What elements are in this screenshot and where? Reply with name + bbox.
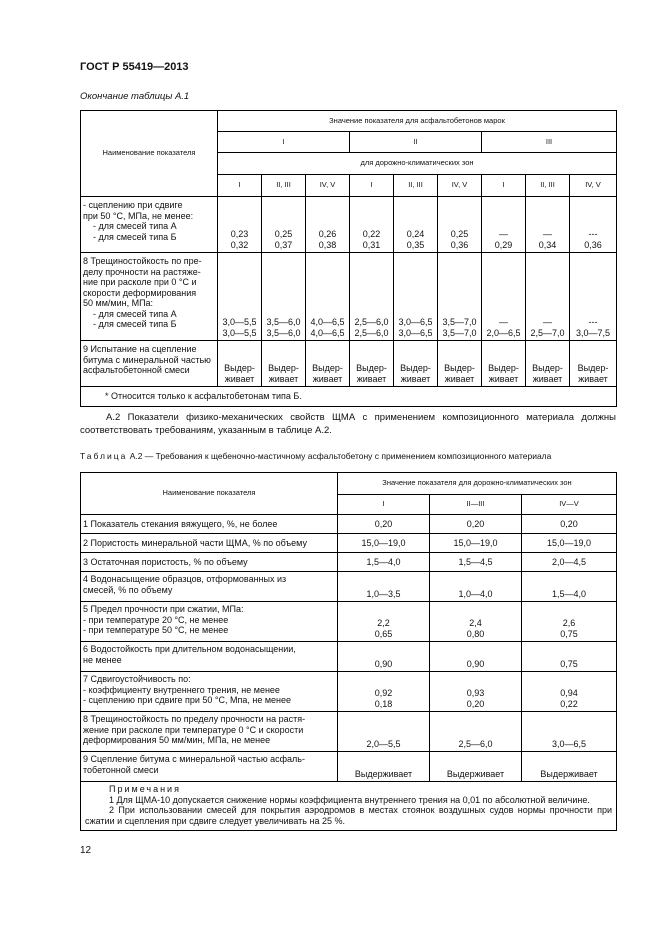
a1-value: 3,0—5,5 bbox=[222, 327, 257, 338]
a2-zone-header: II—III bbox=[430, 495, 522, 515]
a2-row-name bbox=[81, 672, 338, 712]
a1-value: — bbox=[499, 229, 508, 239]
a2-value: 0,90 bbox=[374, 658, 393, 669]
a2-value: Выдерживает bbox=[540, 768, 598, 779]
a1-value-cell bbox=[350, 197, 394, 253]
a1-value: --- bbox=[588, 317, 598, 327]
table-row bbox=[81, 712, 617, 752]
a1-value: 0,36 bbox=[584, 239, 602, 250]
a1-value: живает bbox=[578, 373, 608, 384]
a2-value: 2,2 bbox=[377, 618, 390, 628]
a2-value: 15,0—19,0 bbox=[453, 537, 498, 548]
a2-value: 0,18 bbox=[374, 698, 393, 709]
a2-value: 3,0—6,5 bbox=[551, 738, 587, 749]
table-row bbox=[81, 642, 617, 672]
a2-value-cell bbox=[338, 553, 430, 572]
a2-value: 0,20 bbox=[374, 518, 393, 529]
a1-value: Выдер- bbox=[488, 363, 519, 373]
a1-value: 2,5—6,0 bbox=[354, 317, 389, 327]
a1-row-name-line: 9 Испытание на сцепление bbox=[83, 344, 197, 354]
a2-row-name bbox=[81, 515, 338, 534]
a2-value: Выдерживает bbox=[354, 768, 413, 779]
a1-value-cell bbox=[526, 341, 570, 387]
a1-value: 0,31 bbox=[362, 239, 381, 250]
a1-value: 0,38 bbox=[318, 239, 337, 250]
a1-grade-header: II bbox=[350, 132, 482, 153]
a1-value: живает bbox=[488, 373, 519, 384]
a1-value-cell bbox=[350, 253, 394, 341]
a1-footnote: * Относится только к асфальтобетонам типа Б. bbox=[81, 387, 617, 407]
a1-value-cell bbox=[570, 253, 617, 341]
a1-value-cell bbox=[438, 341, 482, 387]
a2-value: 1,5—4,0 bbox=[551, 588, 587, 599]
a1-value: живает bbox=[312, 373, 343, 384]
a1-value-cell bbox=[306, 197, 350, 253]
a1-value: — bbox=[543, 229, 552, 239]
a1-value: 0,34 bbox=[538, 239, 557, 250]
a2-value: 1,5—4,5 bbox=[458, 556, 493, 567]
a1-value: 3,5—6,0 bbox=[266, 327, 301, 338]
table-row bbox=[81, 672, 617, 712]
a1-value: Выдер- bbox=[577, 363, 609, 373]
a1-row-name-line: - сцеплению при сдвиге bbox=[83, 200, 183, 210]
a2-value: 0,93 bbox=[466, 688, 485, 698]
a2-row-name-line: 4 Водонасыщение образцов, отформованных из bbox=[83, 574, 287, 584]
a2-value-cell bbox=[522, 572, 617, 602]
a1-value: — bbox=[499, 317, 508, 327]
note-1: 1 Для ЩМА-10 допускается снижение нормы коэффициента внутреннего трения на 0,01 по абсолютной величине. bbox=[109, 794, 590, 805]
a2-value-cell bbox=[338, 602, 430, 642]
a2-value: 0,20 bbox=[466, 518, 485, 529]
a1-value: живает bbox=[224, 373, 255, 384]
a2-value-cell bbox=[522, 553, 617, 572]
a1-value: 4,0—6,5 bbox=[310, 317, 345, 327]
a2-value: 0,20 bbox=[466, 698, 485, 709]
a2-value: 2,0—5,5 bbox=[366, 738, 401, 749]
a2-row-name-line: 3 Остаточная пористость, % по объему bbox=[83, 556, 248, 567]
a1-value-cell bbox=[394, 253, 438, 341]
a2-value-cell bbox=[338, 672, 430, 712]
a1-row-name-line: скорости деформирования bbox=[83, 287, 197, 298]
a2-name-header: Наименование показателя bbox=[81, 473, 338, 515]
a1-row-name-line: - для смесей типа А bbox=[93, 308, 177, 319]
a1-value-cell bbox=[570, 197, 617, 253]
a1-value-cell bbox=[438, 197, 482, 253]
a2-row-name bbox=[81, 712, 338, 752]
table-row bbox=[81, 553, 617, 572]
a1-value: 0,36 bbox=[450, 239, 469, 250]
a1-value: — bbox=[543, 317, 552, 327]
a2-row-name bbox=[81, 642, 338, 672]
a2-value-cell bbox=[522, 672, 617, 712]
table-a2 bbox=[80, 472, 617, 831]
a2-value-cell bbox=[430, 553, 522, 572]
a2-value: 2,0—4,5 bbox=[551, 556, 587, 567]
a1-value: 0,24 bbox=[406, 229, 425, 239]
a1-row-name-line: 8 Трещиностойкость по пре- bbox=[83, 256, 202, 266]
a2-row-name-line: жение при расколе при температуре 0 °С и скорости bbox=[83, 724, 304, 735]
a1-value: 2,0—6,5 bbox=[486, 327, 521, 338]
a2-value: 2,4 bbox=[469, 618, 482, 628]
a1-value: живает bbox=[356, 373, 387, 384]
a1-grade-header: III bbox=[482, 132, 617, 153]
a2-value: 0,22 bbox=[560, 698, 578, 709]
a2-value-cell bbox=[430, 515, 522, 534]
a2-value: 2,6 bbox=[562, 618, 576, 628]
a1-value: 0,22 bbox=[362, 229, 381, 239]
a2-value: 0,94 bbox=[560, 688, 578, 698]
table-row bbox=[81, 534, 617, 553]
a1-row-name bbox=[81, 253, 218, 341]
a1-value: 0,29 bbox=[494, 239, 513, 250]
a2-value-cell bbox=[338, 534, 430, 553]
a2-value: 0,75 bbox=[560, 658, 578, 669]
a1-value-cell bbox=[306, 253, 350, 341]
a2-value: 0,80 bbox=[466, 628, 485, 639]
a1-value: 3,0—5,5 bbox=[222, 317, 257, 327]
a2-values-header: Значение показателя для дорожно-климатических зон bbox=[338, 473, 617, 495]
a2-row-name bbox=[81, 553, 338, 572]
page-number: 12 bbox=[80, 845, 92, 856]
a1-value: живает bbox=[444, 373, 475, 384]
table-a2-title bbox=[80, 451, 620, 461]
a1-value-cell bbox=[526, 197, 570, 253]
a1-value: 2,5—7,0 bbox=[530, 327, 565, 338]
a1-value: 4,0—6,5 bbox=[310, 327, 345, 338]
a1-row-name-line: при 50 °С, МПа, не менее: bbox=[83, 210, 194, 221]
a1-value: 3,0—7,5 bbox=[575, 327, 611, 338]
a2-value-cell bbox=[430, 642, 522, 672]
a1-row-name-line: ние при расколе при 0 °С и bbox=[83, 277, 197, 287]
a1-zone-header: I bbox=[350, 175, 394, 197]
a2-row-name-line: 9 Сцепление битума с минеральной частью асфаль- bbox=[83, 754, 305, 764]
a2-row-name-line: смесей, % по объему bbox=[83, 584, 173, 595]
a1-value: живает bbox=[400, 373, 431, 384]
a2-value: 2,5—6,0 bbox=[458, 738, 493, 749]
a1-zone-header: I bbox=[218, 175, 262, 197]
a1-zone-header: II, III bbox=[394, 175, 438, 197]
a2-value-cell bbox=[522, 534, 617, 553]
a1-value: --- bbox=[588, 229, 598, 239]
a2-value: 0,75 bbox=[560, 628, 578, 639]
a2-value-cell bbox=[430, 534, 522, 553]
a2-row-name bbox=[81, 752, 338, 782]
a1-value-cell bbox=[394, 197, 438, 253]
a1-value: 3,0—6,5 bbox=[398, 327, 433, 338]
a1-value-cell bbox=[570, 341, 617, 387]
a1-row-name-line: - для смесей типа Б bbox=[93, 319, 177, 329]
table-row bbox=[81, 602, 617, 642]
a1-value: 0,32 bbox=[230, 239, 249, 250]
a1-value: Выдер- bbox=[224, 363, 255, 373]
a1-value-cell bbox=[306, 341, 350, 387]
a2-row-name bbox=[81, 572, 338, 602]
a1-value: Выдер- bbox=[356, 363, 387, 373]
a2-value-cell bbox=[338, 572, 430, 602]
a1-value: 3,5—7,0 bbox=[442, 317, 477, 327]
a1-row-name-line: асфальтобетонной смеси bbox=[83, 365, 190, 375]
a1-zone-header: IV, V bbox=[438, 175, 482, 197]
a1-value-cell bbox=[482, 197, 526, 253]
a1-value-cell bbox=[218, 253, 262, 341]
a2-value-cell bbox=[430, 712, 522, 752]
a2-row-name-line: 7 Сдвигоустойчивость по: bbox=[83, 674, 191, 684]
a2-value: 1,5—4,0 bbox=[366, 556, 401, 567]
a1-value: 0,37 bbox=[274, 239, 293, 250]
a1-values-header: Значение показателя для асфальтобетонов марок bbox=[218, 111, 617, 132]
a2-value-cell bbox=[522, 642, 617, 672]
a1-value: Выдер- bbox=[312, 363, 343, 373]
a2-value-cell bbox=[522, 515, 617, 534]
a1-zone-header: II, III bbox=[262, 175, 306, 197]
a2-row-name-line: деформирования 50 мм/мин, МПа, не менее bbox=[83, 735, 271, 745]
paragraph-a2: А.2 Показатели физико-механических свойств ЩМА с применением композиционного материала должны соответствовать требованиям, указанным в таблице А.2. bbox=[80, 412, 616, 436]
a1-value-cell bbox=[438, 253, 482, 341]
a1-value: живает bbox=[268, 373, 299, 384]
a1-zone-header: IV, V bbox=[306, 175, 350, 197]
a2-value: 0,20 bbox=[560, 518, 578, 529]
a2-value-cell bbox=[430, 602, 522, 642]
a1-value-cell bbox=[526, 253, 570, 341]
table-row bbox=[81, 341, 617, 387]
notes-title: Примечания bbox=[109, 784, 181, 794]
a1-value-cell bbox=[218, 341, 262, 387]
table-row bbox=[81, 197, 617, 253]
table-row bbox=[81, 253, 617, 341]
a1-row-name-line: - для смесей типа Б bbox=[93, 231, 177, 242]
a1-value: 0,35 bbox=[406, 239, 425, 250]
a1-value-cell bbox=[262, 341, 306, 387]
table-row bbox=[81, 515, 617, 534]
a1-value: Выдер- bbox=[268, 363, 299, 373]
a2-notes bbox=[81, 782, 617, 831]
a2-row-name-line: 8 Трещиностойкость по пределу прочности на растя- bbox=[83, 714, 306, 724]
table-row bbox=[81, 752, 617, 782]
a2-value-cell bbox=[338, 642, 430, 672]
a2-value: 0,92 bbox=[374, 688, 393, 698]
a1-row-name-line: - для смесей типа А bbox=[93, 221, 177, 231]
a1-value-cell bbox=[218, 197, 262, 253]
a2-value-cell bbox=[338, 515, 430, 534]
a1-value-cell bbox=[482, 341, 526, 387]
a2-row-name bbox=[81, 602, 338, 642]
a1-value: живает bbox=[532, 373, 563, 384]
a2-row-name-line: не менее bbox=[83, 654, 122, 665]
a1-value: 3,5—7,0 bbox=[442, 327, 477, 338]
a1-value: 0,25 bbox=[450, 229, 469, 239]
table-row bbox=[81, 572, 617, 602]
a2-row-name-line: 2 Пористость минеральной части ЩМА, % по объему bbox=[83, 537, 307, 548]
a2-value-cell bbox=[430, 572, 522, 602]
a1-value: Выдер- bbox=[400, 363, 431, 373]
a1-row-name-line: битума с минеральной частью bbox=[83, 354, 211, 365]
a2-value-cell bbox=[522, 602, 617, 642]
a2-row-name-line: - сцеплению при сдвиге при 50 °С, Мпа, не менее bbox=[83, 695, 292, 705]
a2-row-name-line: 1 Показатель стекания вяжущего, %, не более bbox=[83, 518, 278, 529]
a1-value: 3,5—6,0 bbox=[266, 317, 301, 327]
a1-zone-header: II, III bbox=[526, 175, 570, 197]
a1-value: 2,5—6,0 bbox=[354, 327, 389, 338]
a2-value-cell bbox=[338, 712, 430, 752]
a2-row-name-line: 6 Водостойкость при длительном водонасыщении, bbox=[83, 644, 296, 654]
a2-value: 1,0—3,5 bbox=[366, 588, 401, 599]
a1-value: 0,26 bbox=[318, 229, 337, 239]
a2-row-name-line: тобетонной смеси bbox=[83, 764, 159, 775]
a2-zone-header: I bbox=[338, 495, 430, 515]
a2-value-cell bbox=[338, 752, 430, 782]
a1-value: 0,23 bbox=[230, 229, 249, 239]
a2-row-name-line: - при температуре 50 °С, не менее bbox=[83, 625, 229, 635]
a1-row-name bbox=[81, 341, 218, 387]
a1-zone-header: IV, V bbox=[570, 175, 617, 197]
a2-value-cell bbox=[522, 752, 617, 782]
a2-zone-header: IV—V bbox=[522, 495, 617, 515]
a1-value: Выдер- bbox=[444, 363, 475, 373]
a2-value-cell bbox=[430, 672, 522, 712]
a2-value: Выдерживает bbox=[446, 768, 505, 779]
table-a1 bbox=[80, 110, 617, 407]
table-a2-title-prefix: Таблица bbox=[80, 451, 128, 461]
a2-row-name-line: - при температуре 20 °С, не менее bbox=[83, 614, 229, 625]
table-a2-title-text: А.2 — Требования к щебеночно-мастичному асфальтобетону с применением композиционного материала bbox=[127, 451, 552, 461]
a1-row-name-line: 50 мм/мин, МПа: bbox=[83, 298, 154, 308]
a1-value: 3,0—6,5 bbox=[398, 317, 433, 327]
a1-value-cell bbox=[482, 253, 526, 341]
a1-value-cell bbox=[262, 253, 306, 341]
a2-value-cell bbox=[522, 712, 617, 752]
a1-value-cell bbox=[394, 341, 438, 387]
a1-value: Выдер- bbox=[532, 363, 563, 373]
a1-value: 0,25 bbox=[274, 229, 293, 239]
a2-value: 0,90 bbox=[466, 658, 485, 669]
a1-row-name-line: делу прочности на растяже- bbox=[83, 266, 201, 277]
a2-value: 0,65 bbox=[374, 628, 393, 639]
a2-row-name bbox=[81, 534, 338, 553]
a1-value-cell bbox=[350, 341, 394, 387]
table-continuation-caption: Окончание таблицы А.1 bbox=[80, 91, 190, 102]
a1-name-header: Наименование показателя bbox=[81, 111, 218, 197]
a1-value-cell bbox=[262, 197, 306, 253]
a2-value: 15,0—19,0 bbox=[361, 537, 406, 548]
a2-row-name-line: 5 Предел прочности при сжатии, МПа: bbox=[83, 604, 244, 614]
a1-row-name bbox=[81, 197, 218, 253]
note-2: 2 При использовании смесей для покрытия аэродромов в местах стоянок воздушных судов нормы прочности при сжатии и сцепления при сдвиге следует увеличивать на 25 %. bbox=[85, 805, 613, 826]
a2-value: 15,0—19,0 bbox=[546, 537, 592, 548]
document-standard-header: ГОСТ Р 55419—2013 bbox=[80, 61, 189, 73]
a1-grade-header: I bbox=[218, 132, 350, 153]
a1-zones-header: для дорожно-климатических зон bbox=[218, 153, 617, 175]
a2-row-name-line: - коэффициенту внутреннего трения, не менее bbox=[83, 684, 280, 695]
a2-value-cell bbox=[430, 752, 522, 782]
a2-value: 1,0—4,0 bbox=[458, 588, 493, 599]
a1-zone-header: I bbox=[482, 175, 526, 197]
